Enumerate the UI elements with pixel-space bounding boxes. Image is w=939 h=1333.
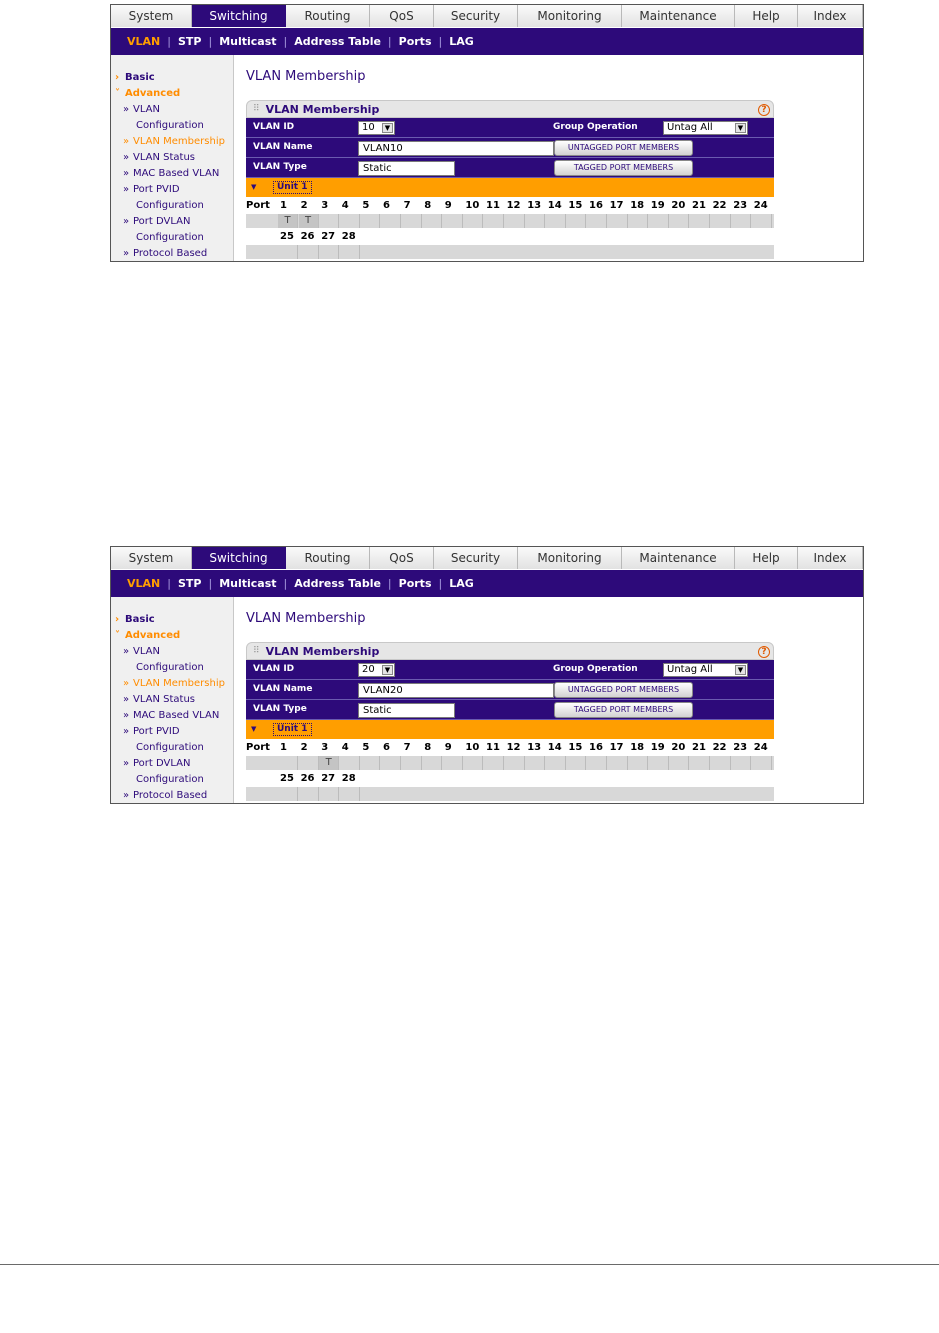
tab-routing[interactable]: Routing — [286, 547, 370, 569]
tab-security[interactable]: Security — [434, 5, 518, 27]
port-cell[interactable] — [443, 214, 463, 228]
subnav-separator: | — [438, 577, 443, 590]
port-number: 19 — [650, 742, 665, 753]
port-number: 13 — [527, 742, 542, 753]
port-cell[interactable] — [381, 214, 401, 228]
port-number: 14 — [547, 742, 562, 753]
port-number: 23 — [733, 742, 748, 753]
port-cell[interactable] — [299, 245, 319, 259]
sidebar-item-label: VLAN Membership — [133, 136, 225, 147]
port-number: 9 — [444, 742, 452, 753]
collapse-triangle-icon: ▼ — [251, 183, 257, 191]
tab-switching[interactable]: Switching — [192, 547, 286, 569]
sidebar-item-vlan-status[interactable] — [115, 150, 195, 166]
port-number: 7 — [403, 200, 411, 211]
tab-system[interactable]: System — [111, 547, 192, 569]
port-number: 15 — [568, 742, 583, 753]
sidebar-item-vlan-configuration[interactable] — [115, 102, 160, 118]
port-number: 5 — [362, 742, 370, 753]
double-chevron-icon: » — [123, 694, 130, 705]
vlan-membership-panel — [246, 642, 774, 804]
sidebar-item-label-continued[interactable]: Configuration — [136, 232, 204, 243]
tab-index[interactable]: Index — [798, 547, 863, 569]
sidebar-item-basic[interactable] — [115, 612, 155, 628]
subnav-separator: | — [208, 35, 213, 48]
port-number: 14 — [547, 200, 562, 211]
port-number: 1 — [280, 742, 287, 753]
sidebar-item-label: Port DVLAN — [133, 758, 191, 769]
screenshot-vlan10 — [110, 4, 864, 262]
port-cell[interactable] — [669, 756, 689, 770]
panel-header — [246, 642, 774, 660]
port-cell[interactable] — [731, 214, 751, 228]
subnav-separator: | — [283, 577, 288, 590]
port-number: 3 — [321, 200, 329, 211]
vlan-type-label: VLAN Type — [253, 162, 307, 172]
unit-bar[interactable] — [246, 178, 774, 197]
grip-icon: ⠿ — [253, 646, 260, 656]
port-number: 2 — [300, 200, 308, 211]
port-cell[interactable] — [381, 756, 401, 770]
vlan-name-label: VLAN Name — [253, 142, 313, 152]
vlan-id-row — [246, 118, 774, 138]
vlan-id-value: 10 — [362, 122, 375, 133]
port-number: 24 — [753, 742, 768, 753]
port-cell[interactable] — [484, 756, 504, 770]
sidebar-item-label: Basic — [125, 614, 155, 625]
sidebar-item-label: VLAN — [133, 646, 160, 657]
port-number: 21 — [692, 200, 706, 211]
port-label: Port — [246, 742, 270, 753]
port-cell[interactable] — [505, 756, 525, 770]
dropdown-arrow-icon: ▼ — [735, 123, 746, 133]
port-number: 19 — [650, 200, 665, 211]
port-number: 26 — [300, 773, 315, 784]
subnav-separator: | — [167, 577, 171, 590]
sidebar-item-label: Advanced — [125, 88, 181, 99]
port-cell-row — [246, 214, 774, 228]
port-number: 2 — [300, 742, 308, 753]
port-grid — [246, 739, 774, 804]
tab-monitoring[interactable]: Monitoring — [518, 5, 622, 27]
vlan-name-field[interactable]: VLAN20 — [358, 683, 554, 698]
group-operation-select[interactable] — [663, 663, 748, 677]
tab-help[interactable]: Help — [735, 547, 798, 569]
port-cell[interactable] — [711, 214, 731, 228]
port-cell[interactable] — [525, 756, 545, 770]
sidebar-item-protocol-based[interactable] — [115, 788, 207, 804]
port-cell[interactable] — [319, 787, 339, 801]
port-cell[interactable] — [463, 756, 483, 770]
unit-label: Unit 1 — [273, 181, 312, 194]
port-cell-row — [246, 756, 774, 770]
sidebar-item-vlan-status[interactable] — [115, 692, 195, 708]
subtab-multicast[interactable]: Multicast — [219, 577, 277, 590]
port-grid — [246, 197, 774, 262]
sub-nav-bar — [111, 28, 863, 55]
port-label: Port — [246, 200, 270, 211]
subnav-separator: | — [208, 577, 213, 590]
help-icon[interactable]: ? — [758, 646, 770, 658]
port-number: 1 — [280, 200, 287, 211]
unit-bar[interactable] — [246, 720, 774, 739]
tab-maintenance[interactable]: Maintenance — [622, 547, 735, 569]
port-cell[interactable] — [360, 756, 380, 770]
subtab-stp[interactable]: STP — [177, 577, 202, 590]
port-cell[interactable] — [484, 214, 504, 228]
port-cell[interactable] — [340, 214, 360, 228]
page-footer-rule — [0, 1264, 939, 1265]
port-number: 16 — [589, 742, 603, 753]
subtab-multicast[interactable]: Multicast — [219, 35, 277, 48]
port-cell[interactable] — [608, 756, 628, 770]
port-number: 13 — [527, 200, 542, 211]
port-number: 17 — [609, 200, 624, 211]
port-cell[interactable] — [402, 756, 422, 770]
sidebar-item-label: Port DVLAN — [133, 216, 191, 227]
sidebar-item-label: VLAN Membership — [133, 678, 225, 689]
port-number: 6 — [383, 200, 390, 211]
port-cell[interactable] — [463, 214, 483, 228]
port-cell[interactable] — [587, 214, 607, 228]
main-tab-bar — [111, 547, 863, 569]
sidebar-item-label-continued[interactable]: Configuration — [136, 120, 204, 131]
port-number: 9 — [444, 200, 452, 211]
sidebar-item-port-dvlan[interactable] — [115, 756, 191, 772]
port-cell-row — [246, 245, 774, 259]
subtab-vlan[interactable]: VLAN — [127, 35, 161, 48]
double-chevron-icon: » — [123, 184, 130, 195]
port-cell[interactable] — [422, 756, 442, 770]
port-cell[interactable] — [278, 245, 298, 259]
port-number: 11 — [486, 742, 500, 753]
port-cell[interactable] — [299, 756, 319, 770]
sidebar-item-label: Port PVID — [133, 726, 180, 737]
sidebar-item-advanced[interactable] — [115, 86, 180, 102]
vlan-name-field[interactable]: VLAN10 — [358, 141, 554, 156]
port-number: 11 — [486, 200, 500, 211]
untagged-port-members-button[interactable]: UNTAGGED PORT MEMBERS — [554, 682, 693, 698]
port-cell[interactable] — [566, 756, 586, 770]
port-cell[interactable] — [319, 245, 339, 259]
grip-icon: ⠿ — [253, 104, 260, 114]
port-number: 23 — [733, 200, 748, 211]
page-title: VLAN Membership — [246, 69, 366, 84]
port-cell[interactable] — [690, 214, 710, 228]
sidebar-item-label-continued[interactable]: Configuration — [136, 742, 204, 753]
help-icon[interactable]: ? — [758, 104, 770, 116]
page-title: VLAN Membership — [246, 611, 366, 626]
port-number: 24 — [753, 200, 768, 211]
vlan-membership-panel — [246, 100, 774, 262]
collapse-triangle-icon: ▼ — [251, 725, 257, 733]
tagged-port-members-button[interactable]: TAGGED PORT MEMBERS — [554, 160, 693, 176]
sidebar — [111, 55, 234, 262]
double-chevron-icon: » — [123, 136, 130, 147]
main-content — [235, 55, 863, 262]
port-cell[interactable] — [299, 787, 319, 801]
port-number: 25 — [280, 231, 294, 242]
subtab-vlan[interactable]: VLAN — [127, 577, 161, 590]
port-number: 10 — [465, 200, 480, 211]
port-cell[interactable] — [360, 214, 380, 228]
sidebar-item-label-continued[interactable]: Configuration — [136, 774, 204, 785]
port-cell[interactable] — [505, 214, 525, 228]
sidebar-item-label-continued[interactable]: Configuration — [136, 200, 204, 211]
double-chevron-icon: » — [123, 726, 130, 737]
double-chevron-icon: » — [123, 646, 130, 657]
port-number: 7 — [403, 742, 411, 753]
sidebar-item-port-dvlan[interactable] — [115, 214, 191, 230]
double-chevron-icon: » — [123, 790, 130, 801]
port-cell[interactable] — [649, 214, 669, 228]
chevron-down-icon: ˅ — [115, 630, 120, 641]
port-number: 16 — [589, 200, 603, 211]
main-tab-bar — [111, 5, 863, 27]
subtab-address-table[interactable]: Address Table — [294, 35, 381, 48]
tab-security[interactable]: Security — [434, 547, 518, 569]
port-number: 12 — [506, 742, 521, 753]
main-content — [235, 597, 863, 804]
double-chevron-icon: » — [123, 678, 130, 689]
port-cell[interactable] — [340, 787, 360, 801]
sidebar-item-mac-based-vlan[interactable] — [115, 166, 219, 182]
subnav-separator: | — [167, 35, 171, 48]
double-chevron-icon: » — [123, 758, 130, 769]
port-number: 28 — [341, 231, 356, 242]
port-cell[interactable]: T — [319, 756, 339, 770]
chevron-down-icon: ˅ — [115, 88, 120, 99]
port-number: 22 — [712, 200, 727, 211]
chevron-right-icon: › — [115, 614, 120, 625]
sub-nav-bar — [111, 570, 863, 597]
vlan-id-value: 20 — [362, 664, 375, 675]
port-cell[interactable] — [402, 214, 422, 228]
double-chevron-icon: » — [123, 104, 130, 115]
dropdown-arrow-icon: ▼ — [735, 665, 746, 675]
port-number: 27 — [321, 773, 336, 784]
sidebar-item-advanced[interactable] — [115, 628, 180, 644]
subnav-separator: | — [438, 35, 443, 48]
double-chevron-icon: » — [123, 152, 130, 163]
sidebar-item-label: VLAN Status — [133, 152, 196, 163]
sidebar-item-vlan-configuration[interactable] — [115, 644, 160, 660]
sidebar-item-mac-based-vlan[interactable] — [115, 708, 219, 724]
port-cell[interactable]: T — [278, 214, 298, 228]
port-cell[interactable] — [628, 214, 648, 228]
port-cell[interactable] — [340, 756, 360, 770]
port-cell[interactable] — [628, 756, 648, 770]
sidebar-item-label: Protocol Based — [133, 248, 208, 259]
sidebar-item-label-continued[interactable]: Configuration — [136, 662, 204, 673]
double-chevron-icon: » — [123, 248, 130, 259]
port-number: 12 — [506, 200, 521, 211]
port-cell[interactable] — [731, 756, 751, 770]
port-cell[interactable] — [587, 756, 607, 770]
group-operation-label: Group Operation — [553, 664, 638, 674]
sidebar-item-label: VLAN Status — [133, 694, 196, 705]
vlan-id-select[interactable] — [358, 121, 395, 135]
port-number: 17 — [609, 742, 624, 753]
tab-monitoring[interactable]: Monitoring — [518, 547, 622, 569]
port-number: 15 — [568, 200, 583, 211]
vlan-type-row — [246, 700, 774, 720]
tagged-port-members-button[interactable]: TAGGED PORT MEMBERS — [554, 702, 693, 718]
sidebar-item-vlan-membership[interactable] — [115, 676, 225, 692]
port-number: 8 — [424, 742, 432, 753]
port-cell[interactable] — [546, 756, 566, 770]
tab-qos[interactable]: QoS — [370, 5, 434, 27]
sidebar-item-label: Port PVID — [133, 184, 180, 195]
sidebar-item-label: Advanced — [125, 630, 181, 641]
port-cell[interactable] — [278, 756, 298, 770]
port-number: 18 — [630, 200, 645, 211]
subnav-separator: | — [387, 35, 392, 48]
tab-switching[interactable]: Switching — [192, 5, 286, 27]
port-number: 27 — [321, 231, 336, 242]
port-cell[interactable] — [752, 756, 772, 770]
panel-header — [246, 100, 774, 118]
port-cell[interactable] — [422, 214, 442, 228]
vlan-id-select[interactable] — [358, 663, 395, 677]
port-number: 4 — [341, 742, 349, 753]
port-cell[interactable] — [669, 214, 689, 228]
port-cell[interactable] — [340, 245, 360, 259]
subtab-ports[interactable]: Ports — [398, 577, 432, 590]
sidebar-item-port-pvid[interactable] — [115, 724, 180, 740]
port-cell[interactable] — [566, 214, 586, 228]
double-chevron-icon: » — [123, 168, 130, 179]
tab-index[interactable]: Index — [798, 5, 863, 27]
port-cell[interactable] — [278, 787, 298, 801]
port-number: 20 — [671, 200, 686, 211]
tab-help[interactable]: Help — [735, 5, 798, 27]
port-cell-row — [246, 787, 774, 801]
group-operation-value: Untag All — [667, 122, 713, 133]
port-cell[interactable] — [608, 214, 628, 228]
vlan-type-field: Static — [358, 703, 455, 718]
port-number: 22 — [712, 742, 727, 753]
double-chevron-icon: » — [123, 710, 130, 721]
untagged-port-members-button[interactable]: UNTAGGED PORT MEMBERS — [554, 140, 693, 156]
chevron-right-icon: › — [115, 72, 120, 83]
group-operation-select[interactable] — [663, 121, 748, 135]
sidebar-item-label: VLAN — [133, 104, 160, 115]
vlan-type-row — [246, 158, 774, 178]
vlan-id-row — [246, 660, 774, 680]
subtab-lag[interactable]: LAG — [449, 577, 474, 590]
tab-routing[interactable]: Routing — [286, 5, 370, 27]
vlan-type-label: VLAN Type — [253, 704, 307, 714]
port-cell[interactable]: T — [299, 214, 319, 228]
port-number: 3 — [321, 742, 329, 753]
screenshot-vlan20 — [110, 546, 864, 804]
group-operation-value: Untag All — [667, 664, 713, 675]
port-number: 10 — [465, 742, 480, 753]
tab-qos[interactable]: QoS — [370, 547, 434, 569]
dropdown-arrow-icon: ▼ — [382, 665, 393, 675]
panel-title: VLAN Membership — [265, 102, 380, 116]
sidebar-item-label: MAC Based VLAN — [133, 168, 220, 179]
port-number: 18 — [630, 742, 645, 753]
port-cell[interactable] — [711, 756, 731, 770]
tab-system[interactable]: System — [111, 5, 192, 27]
unit-label: Unit 1 — [273, 723, 312, 736]
dropdown-arrow-icon: ▼ — [382, 123, 393, 133]
subtab-lag[interactable]: LAG — [449, 35, 474, 48]
port-cell[interactable] — [319, 214, 339, 228]
port-number: 5 — [362, 200, 370, 211]
port-number: 20 — [671, 742, 686, 753]
sidebar-item-label: MAC Based VLAN — [133, 710, 220, 721]
port-cell[interactable] — [649, 756, 669, 770]
vlan-id-label: VLAN ID — [253, 664, 295, 674]
vlan-name-row — [246, 680, 774, 700]
port-number: 28 — [341, 773, 356, 784]
panel-title: VLAN Membership — [265, 644, 380, 658]
vlan-name-label: VLAN Name — [253, 684, 313, 694]
port-cell[interactable] — [525, 214, 545, 228]
subnav-separator: | — [387, 577, 392, 590]
subtab-ports[interactable]: Ports — [398, 35, 432, 48]
sidebar-item-vlan-membership[interactable] — [115, 134, 225, 150]
sidebar-item-basic[interactable] — [115, 70, 155, 86]
port-number: 8 — [424, 200, 432, 211]
port-number: 25 — [280, 773, 294, 784]
port-cell[interactable] — [443, 756, 463, 770]
subtab-address-table[interactable]: Address Table — [294, 577, 381, 590]
vlan-name-row — [246, 138, 774, 158]
vlan-type-field: Static — [358, 161, 455, 176]
double-chevron-icon: » — [123, 216, 130, 227]
port-cell[interactable] — [546, 214, 566, 228]
subnav-separator: | — [283, 35, 288, 48]
sidebar-item-port-pvid[interactable] — [115, 182, 180, 198]
sidebar — [111, 597, 234, 804]
port-number: 4 — [341, 200, 349, 211]
port-number: 21 — [692, 742, 706, 753]
port-cell[interactable] — [752, 214, 772, 228]
port-number: 26 — [300, 231, 315, 242]
sidebar-item-label: Protocol Based — [133, 790, 208, 801]
sidebar-item-protocol-based[interactable] — [115, 246, 207, 262]
tab-maintenance[interactable]: Maintenance — [622, 5, 735, 27]
port-number: 6 — [383, 742, 390, 753]
subtab-stp[interactable]: STP — [177, 35, 202, 48]
sidebar-item-label: Basic — [125, 72, 155, 83]
vlan-id-label: VLAN ID — [253, 122, 295, 132]
port-cell[interactable] — [690, 756, 710, 770]
group-operation-label: Group Operation — [553, 122, 638, 132]
